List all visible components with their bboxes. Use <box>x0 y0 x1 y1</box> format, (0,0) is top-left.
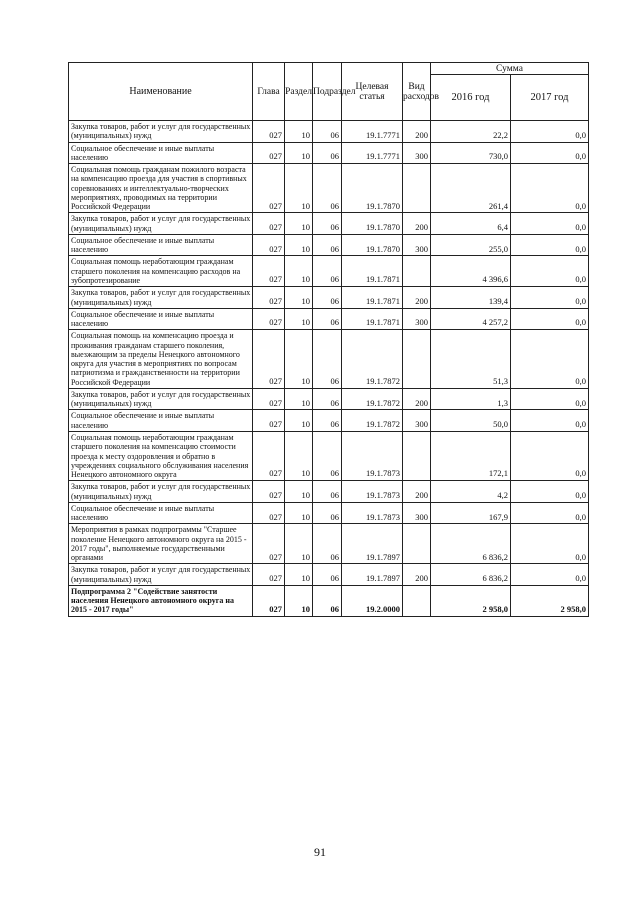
cell-vid: 200 <box>403 287 431 309</box>
cell-name: Социальная помощь неработающим гражданам старшего поколения на компенсацию расходов на зубопротезирование <box>69 256 253 287</box>
cell-2017: 0,0 <box>511 121 589 143</box>
cell-glava: 027 <box>253 287 285 309</box>
table-row <box>69 585 589 616</box>
cell-2017: 2 958,0 <box>511 585 589 616</box>
table-row <box>69 388 589 410</box>
cell-razdel: 10 <box>285 234 313 256</box>
cell-name: Социальное обеспечение и иные выплаты населению <box>69 502 253 524</box>
cell-podrazdel: 06 <box>313 585 342 616</box>
cell-podrazdel: 06 <box>313 213 342 235</box>
cell-2017: 0,0 <box>511 431 589 480</box>
cell-vid <box>403 524 431 564</box>
table-row <box>69 431 589 480</box>
cell-2017: 0,0 <box>511 524 589 564</box>
cell-2017: 0,0 <box>511 164 589 213</box>
cell-name: Социальное обеспечение и иные выплаты населению <box>69 308 253 330</box>
cell-statya: 19.1.7871 <box>342 256 403 287</box>
cell-razdel: 10 <box>285 410 313 432</box>
table-row <box>69 121 589 143</box>
header-vid: Вид расходов <box>403 63 431 121</box>
cell-glava: 027 <box>253 121 285 143</box>
cell-2017: 0,0 <box>511 481 589 503</box>
cell-razdel: 10 <box>285 213 313 235</box>
table-row <box>69 502 589 524</box>
cell-2017: 0,0 <box>511 142 589 164</box>
cell-statya: 19.1.7897 <box>342 564 403 586</box>
cell-glava: 027 <box>253 234 285 256</box>
cell-glava: 027 <box>253 142 285 164</box>
cell-2017: 0,0 <box>511 388 589 410</box>
cell-name: Закупка товаров, работ и услуг для государственных (муниципальных) нужд <box>69 564 253 586</box>
cell-podrazdel: 06 <box>313 234 342 256</box>
cell-vid: 300 <box>403 410 431 432</box>
cell-podrazdel: 06 <box>313 330 342 389</box>
cell-2016: 6,4 <box>431 213 511 235</box>
cell-2017: 0,0 <box>511 256 589 287</box>
cell-2016: 167,9 <box>431 502 511 524</box>
cell-razdel: 10 <box>285 388 313 410</box>
cell-glava: 027 <box>253 213 285 235</box>
header-razdel: Раздел <box>285 63 313 121</box>
cell-2016: 4 257,2 <box>431 308 511 330</box>
table-row <box>69 524 589 564</box>
cell-2016: 1,3 <box>431 388 511 410</box>
cell-vid: 200 <box>403 388 431 410</box>
cell-statya: 19.1.7873 <box>342 431 403 480</box>
cell-name: Закупка товаров, работ и услуг для государственных (муниципальных) нужд <box>69 213 253 235</box>
cell-2017: 0,0 <box>511 234 589 256</box>
cell-statya: 19.1.7872 <box>342 388 403 410</box>
cell-statya: 19.1.7872 <box>342 410 403 432</box>
header-statya: Целевая статья <box>342 63 403 121</box>
cell-2016: 172,1 <box>431 431 511 480</box>
cell-2016: 261,4 <box>431 164 511 213</box>
cell-glava: 027 <box>253 564 285 586</box>
cell-name: Мероприятия в рамках подпрограммы "Старшее поколение Ненецкого автономного округа на 2015 - 2017 годы", выполняемые государственными органами <box>69 524 253 564</box>
header-podrazdel: Подраздел <box>313 63 342 121</box>
cell-name: Социальная помощь гражданам пожилого возраста на компенсацию проезда для участия в спортивных соревнованиях и интеллектуально-творческих мероприятиях, проводимых на территории Российской Федерации <box>69 164 253 213</box>
table-row <box>69 234 589 256</box>
budget-table-sheet <box>68 62 588 617</box>
cell-2017: 0,0 <box>511 502 589 524</box>
cell-2016: 6 836,2 <box>431 564 511 586</box>
cell-podrazdel: 06 <box>313 287 342 309</box>
cell-2016: 4 396,6 <box>431 256 511 287</box>
cell-vid: 300 <box>403 502 431 524</box>
cell-vid <box>403 585 431 616</box>
cell-2016: 255,0 <box>431 234 511 256</box>
cell-razdel: 10 <box>285 142 313 164</box>
cell-vid: 300 <box>403 142 431 164</box>
cell-name: Социальная помощь на компенсацию проезда и проживания гражданам старшего поколения, выезжающим за пределы Ненецкого автономного округа для участия в мероприятиях по вопросам патриотизма и гражданственности на территории Российской Федерации <box>69 330 253 389</box>
cell-2016: 50,0 <box>431 410 511 432</box>
cell-razdel: 10 <box>285 481 313 503</box>
table-row <box>69 564 589 586</box>
cell-glava: 027 <box>253 410 285 432</box>
cell-statya: 19.1.7872 <box>342 330 403 389</box>
cell-vid: 300 <box>403 308 431 330</box>
table-row <box>69 164 589 213</box>
table-row <box>69 142 589 164</box>
cell-statya: 19.1.7870 <box>342 213 403 235</box>
cell-2016: 2 958,0 <box>431 585 511 616</box>
cell-razdel: 10 <box>285 287 313 309</box>
table-row <box>69 213 589 235</box>
table-body <box>69 121 589 617</box>
cell-2016: 51,3 <box>431 330 511 389</box>
cell-statya: 19.1.7897 <box>342 524 403 564</box>
cell-2017: 0,0 <box>511 330 589 389</box>
cell-razdel: 10 <box>285 564 313 586</box>
cell-podrazdel: 06 <box>313 164 342 213</box>
cell-razdel: 10 <box>285 256 313 287</box>
cell-vid <box>403 431 431 480</box>
cell-name: Социальное обеспечение и иные выплаты населению <box>69 410 253 432</box>
table-row <box>69 287 589 309</box>
cell-2016: 139,4 <box>431 287 511 309</box>
cell-glava: 027 <box>253 308 285 330</box>
cell-razdel: 10 <box>285 431 313 480</box>
cell-2016: 730,0 <box>431 142 511 164</box>
cell-podrazdel: 06 <box>313 308 342 330</box>
cell-2017: 0,0 <box>511 287 589 309</box>
cell-name: Социальная помощь неработающим гражданам старшего поколения на компенсацию стоимости проезда к месту оздоровления и обратно в учреждениях социального обслуживания населения Ненецкого автономного округа <box>69 431 253 480</box>
cell-razdel: 10 <box>285 164 313 213</box>
table-row <box>69 308 589 330</box>
cell-statya: 19.1.7771 <box>342 121 403 143</box>
cell-glava: 027 <box>253 431 285 480</box>
cell-podrazdel: 06 <box>313 388 342 410</box>
cell-vid: 300 <box>403 234 431 256</box>
cell-vid: 200 <box>403 481 431 503</box>
cell-statya: 19.1.7873 <box>342 502 403 524</box>
cell-name: Закупка товаров, работ и услуг для государственных (муниципальных) нужд <box>69 481 253 503</box>
cell-name: Подпрограмма 2 "Содействие занятости населения Ненецкого автономного округа на 2015 - 2017 годы" <box>69 585 253 616</box>
cell-statya: 19.1.7871 <box>342 308 403 330</box>
table-row <box>69 481 589 503</box>
cell-podrazdel: 06 <box>313 256 342 287</box>
cell-glava: 027 <box>253 481 285 503</box>
table-row <box>69 330 589 389</box>
cell-podrazdel: 06 <box>313 524 342 564</box>
budget-table <box>68 62 589 617</box>
cell-2016: 6 836,2 <box>431 524 511 564</box>
cell-vid: 200 <box>403 213 431 235</box>
cell-2017: 0,0 <box>511 308 589 330</box>
cell-podrazdel: 06 <box>313 564 342 586</box>
cell-2017: 0,0 <box>511 410 589 432</box>
cell-glava: 027 <box>253 502 285 524</box>
cell-glava: 027 <box>253 585 285 616</box>
cell-2016: 22,2 <box>431 121 511 143</box>
header-2016: 2016 год <box>431 75 511 121</box>
cell-2017: 0,0 <box>511 564 589 586</box>
cell-statya: 19.1.7871 <box>342 287 403 309</box>
cell-podrazdel: 06 <box>313 121 342 143</box>
cell-razdel: 10 <box>285 330 313 389</box>
cell-glava: 027 <box>253 164 285 213</box>
cell-name: Закупка товаров, работ и услуг для государственных (муниципальных) нужд <box>69 287 253 309</box>
cell-podrazdel: 06 <box>313 481 342 503</box>
cell-razdel: 10 <box>285 502 313 524</box>
header-glava: Глава <box>253 63 285 121</box>
cell-vid <box>403 330 431 389</box>
cell-2016: 4,2 <box>431 481 511 503</box>
cell-podrazdel: 06 <box>313 502 342 524</box>
cell-glava: 027 <box>253 524 285 564</box>
cell-vid <box>403 164 431 213</box>
header-2017: 2017 год <box>511 75 589 121</box>
cell-razdel: 10 <box>285 308 313 330</box>
header-naimenovanie: Наименование <box>69 63 253 121</box>
cell-name: Социальное обеспечение и иные выплаты населению <box>69 234 253 256</box>
cell-razdel: 10 <box>285 121 313 143</box>
cell-razdel: 10 <box>285 524 313 564</box>
cell-vid <box>403 256 431 287</box>
cell-podrazdel: 06 <box>313 410 342 432</box>
cell-podrazdel: 06 <box>313 431 342 480</box>
cell-name: Закупка товаров, работ и услуг для государственных (муниципальных) нужд <box>69 121 253 143</box>
cell-vid: 200 <box>403 564 431 586</box>
cell-razdel: 10 <box>285 585 313 616</box>
cell-statya: 19.1.7870 <box>342 234 403 256</box>
cell-glava: 027 <box>253 256 285 287</box>
cell-glava: 027 <box>253 388 285 410</box>
page-number: 91 <box>314 845 326 859</box>
cell-statya: 19.1.7873 <box>342 481 403 503</box>
cell-statya: 19.2.0000 <box>342 585 403 616</box>
cell-vid: 200 <box>403 121 431 143</box>
cell-name: Социальное обеспечение и иные выплаты населению <box>69 142 253 164</box>
table-row <box>69 410 589 432</box>
cell-statya: 19.1.7771 <box>342 142 403 164</box>
header-summa: Сумма <box>431 63 589 75</box>
cell-name: Закупка товаров, работ и услуг для государственных (муниципальных) нужд <box>69 388 253 410</box>
cell-2017: 0,0 <box>511 213 589 235</box>
cell-statya: 19.1.7870 <box>342 164 403 213</box>
table-row <box>69 256 589 287</box>
cell-podrazdel: 06 <box>313 142 342 164</box>
cell-glava: 027 <box>253 330 285 389</box>
